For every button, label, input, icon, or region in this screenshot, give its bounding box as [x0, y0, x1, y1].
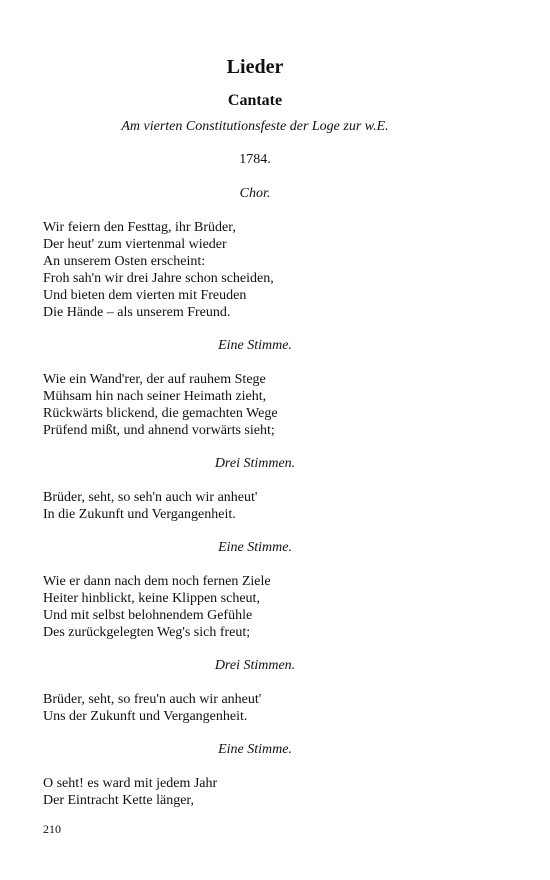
speaker-heading: Eine Stimme. [218, 540, 292, 555]
verse-line: In die Zukunft und Vergangenheit. [43, 506, 236, 522]
verse-line: Die Hände – als unserem Freund. [43, 304, 231, 320]
verse-line: An unserem Osten erscheint: [43, 253, 206, 269]
page-number: 210 [43, 822, 61, 836]
poem-body [43, 185, 483, 809]
verse-line: Brüder, seht, so freu'n auch wir anheut' [43, 691, 262, 707]
verse-line: Der heut' zum viertenmal wieder [43, 236, 227, 252]
verse-line: Mühsam hin nach seiner Heimath zieht, [43, 388, 267, 404]
poem-title: Cantate [227, 92, 283, 109]
verse-line: Und bieten dem vierten mit Freuden [43, 287, 247, 303]
verse-line: Uns der Zukunft und Vergangenheit. [43, 708, 248, 724]
poem-year: 1784. [239, 152, 271, 167]
speaker-heading: Eine Stimme. [218, 338, 292, 353]
verse-line: Der Eintracht Kette länger, [43, 792, 195, 808]
verse-line: Und mit selbst belohnendem Gefühle [43, 607, 253, 623]
speaker-heading: Drei Stimmen. [214, 658, 296, 673]
speaker-heading: Chor. [239, 186, 271, 201]
verse-line: Prüfend mißt, und ahnend vorwärts sieht; [43, 422, 275, 438]
speaker-heading: Drei Stimmen. [214, 456, 296, 471]
verse-line: Rückwärts blickend, die gemachten Wege [43, 405, 278, 421]
verse-line: Brüder, seht, so seh'n auch wir anheut' [43, 489, 258, 505]
verse-line: Des zurückgelegten Weg's sich freut; [43, 624, 251, 640]
poem-dedication: Am vierten Constitutionsfeste der Loge zur w.E. [121, 119, 389, 134]
verse-line: Wie er dann nach dem noch fernen Ziele [43, 573, 271, 589]
verse-line: O seht! es ward mit jedem Jahr [43, 775, 218, 791]
speaker-heading: Eine Stimme. [218, 742, 292, 757]
verse-line: Wie ein Wand'rer, der auf rauhem Stege [43, 371, 266, 387]
page-title: Lieder [226, 56, 284, 78]
verse-line: Heiter hinblickt, keine Klippen scheut, [43, 590, 260, 606]
verse-line: Froh sah'n wir drei Jahre schon scheiden, [43, 270, 274, 286]
verse-line: Wir feiern den Festtag, ihr Brüder, [43, 219, 236, 235]
